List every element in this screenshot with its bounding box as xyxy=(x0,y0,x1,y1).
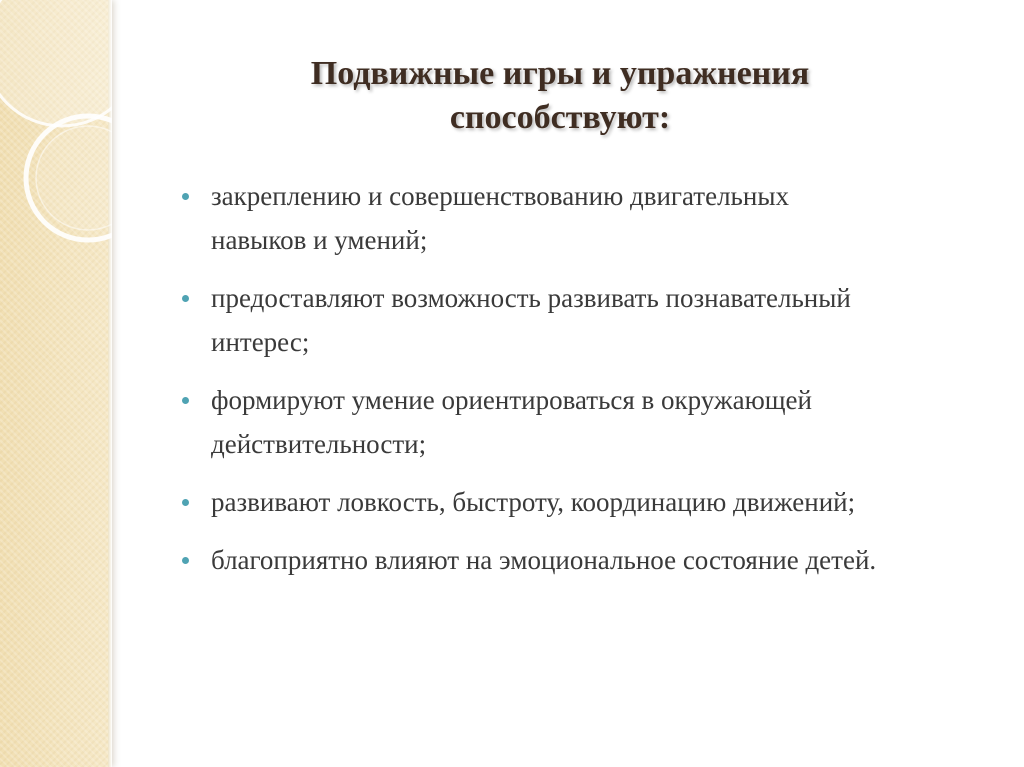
bullet-item xyxy=(180,480,990,524)
bullet-text-line: развивают ловкость, быстроту, координацию движений; xyxy=(211,487,856,517)
bullet-item xyxy=(180,174,990,262)
bullet-point-icon xyxy=(182,295,189,302)
bullet-text-line: навыков и умений; xyxy=(211,225,428,255)
slide-title-line-2: способствуют: xyxy=(449,99,671,136)
bullet-text-line: формируют умение ориентироваться в окружающей xyxy=(211,385,812,415)
bullet-text-line: предоставляют возможность развивать познавательный xyxy=(211,283,851,313)
slide-title xyxy=(200,52,920,140)
bullet-point-icon xyxy=(182,499,189,506)
bullet-text-line: благоприятно влияют на эмоциональное состояние детей. xyxy=(211,545,877,575)
bullet-point-icon xyxy=(182,557,189,564)
bullet-text-line: действительности; xyxy=(211,429,427,459)
bullet-item xyxy=(180,276,990,364)
bullet-list xyxy=(180,174,990,596)
bullet-item xyxy=(180,538,990,582)
decorative-circles xyxy=(0,0,112,767)
bullet-point-icon xyxy=(182,397,189,404)
decorative-circle-inner xyxy=(36,126,112,230)
bullet-point-icon xyxy=(182,193,189,200)
decorative-circle-large xyxy=(0,0,112,126)
bullet-text-line: интерес; xyxy=(211,327,310,357)
bullet-item xyxy=(180,378,990,466)
slide-title-line-1: Подвижные игры и упражнения xyxy=(310,55,810,92)
bullet-text-line: закреплению и совершенствованию двигательных xyxy=(211,181,789,211)
